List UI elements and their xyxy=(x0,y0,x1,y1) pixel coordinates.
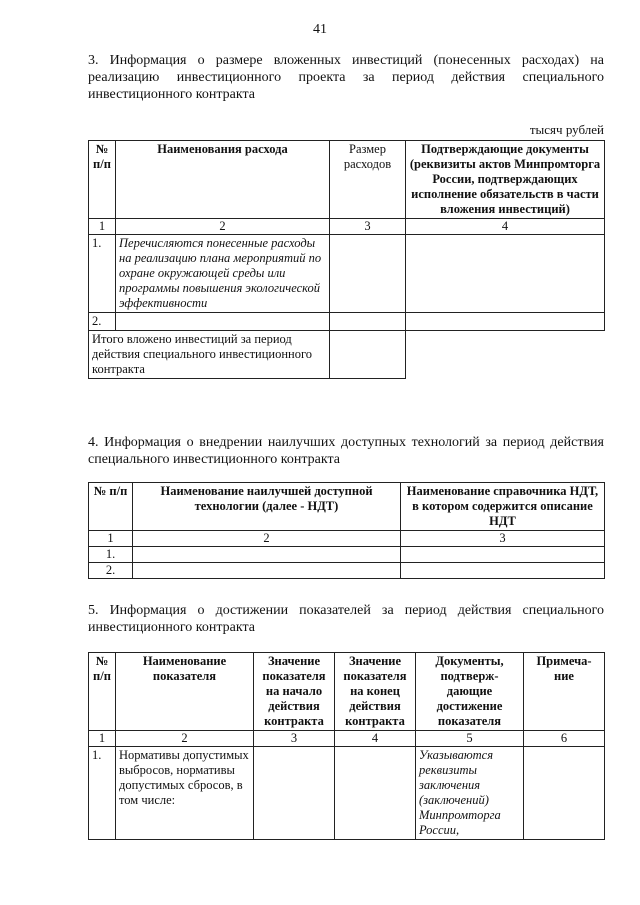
end-value xyxy=(335,747,416,840)
note xyxy=(524,747,605,840)
units-label: тысяч рублей xyxy=(529,122,604,137)
header-cell: № п/п xyxy=(89,483,133,531)
total-row xyxy=(89,331,605,379)
column-number: 1 xyxy=(89,531,133,547)
table-header-row xyxy=(89,483,605,531)
table-header-row xyxy=(89,141,605,219)
page-number: 41 xyxy=(313,22,327,37)
header-cell: Значение показателя на начало действия контракта xyxy=(254,653,335,731)
header-cell: Наименование справочника НДТ, в котором содержится описание НДТ xyxy=(401,483,605,531)
table-row xyxy=(89,313,605,331)
row-number: 1. xyxy=(89,547,133,563)
header-cell: Наименования расхода xyxy=(116,141,330,219)
column-number: 4 xyxy=(335,731,416,747)
column-number: 6 xyxy=(524,731,605,747)
header-cell: Наименование показателя xyxy=(116,653,254,731)
section-5-heading: 5. Информация о достижении показателей за период действия специального инвестиционного контракта xyxy=(88,603,604,635)
expense-name xyxy=(116,313,330,331)
column-number: 1 xyxy=(89,219,116,235)
technology-name xyxy=(133,547,401,563)
expense-amount xyxy=(330,313,406,331)
header-cell: Документы, подтверж-дающие достижение показателя xyxy=(416,653,524,731)
investments-table xyxy=(88,140,605,379)
column-number-row xyxy=(89,731,605,747)
section-4-heading: 4. Информация о внедрении наилучших доступных технологий за период действия специального инвестиционного контракта xyxy=(88,435,604,467)
table-row xyxy=(89,547,605,563)
column-number: 2 xyxy=(133,531,401,547)
column-number: 1 xyxy=(89,731,116,747)
table-header-row xyxy=(89,653,605,731)
row-number: 2. xyxy=(89,313,116,331)
header-cell: № п/п xyxy=(89,141,116,219)
technology-name xyxy=(133,563,401,579)
header-cell: Размер расходов xyxy=(330,141,406,219)
header-cell: Наименование наилучшей доступной технологии (далее - НДТ) xyxy=(133,483,401,531)
column-number: 4 xyxy=(406,219,605,235)
column-number: 5 xyxy=(416,731,524,747)
reference-name xyxy=(401,547,605,563)
indicators-table xyxy=(88,652,605,840)
header-cell: Примеча-ние xyxy=(524,653,605,731)
expense-documents xyxy=(406,313,605,331)
header-cell: Значение показателя на конец действия контракта xyxy=(335,653,416,731)
total-amount xyxy=(330,331,406,379)
column-number: 2 xyxy=(116,731,254,747)
table-row xyxy=(89,563,605,579)
expense-name: Перечисляются понесенные расходы на реализацию плана мероприятий по охране окружающей среды или программы повышения экологической эффективности xyxy=(116,235,330,313)
section-3-heading: 3. Информация о размере вложенных инвестиций (понесенных расходах) на реализацию инвестиционного проекта за период действия специального инвестиционного контракта xyxy=(88,53,604,102)
column-number: 3 xyxy=(254,731,335,747)
reference-name xyxy=(401,563,605,579)
table-row xyxy=(89,235,605,313)
technologies-table xyxy=(88,482,605,579)
column-number-row xyxy=(89,219,605,235)
confirming-documents: Указываются реквизиты заключения (заключений) Минпромторга России, xyxy=(416,747,524,840)
column-number: 2 xyxy=(116,219,330,235)
row-number: 2. xyxy=(89,563,133,579)
row-number: 1. xyxy=(89,747,116,840)
expense-documents xyxy=(406,235,605,313)
start-value xyxy=(254,747,335,840)
row-number: 1. xyxy=(89,235,116,313)
indicator-name: Нормативы допустимых выбросов, нормативы допустимых сбросов, в том числе: xyxy=(116,747,254,840)
column-number-row xyxy=(89,531,605,547)
column-number: 3 xyxy=(330,219,406,235)
expense-amount xyxy=(330,235,406,313)
table-row xyxy=(89,747,605,840)
column-number: 3 xyxy=(401,531,605,547)
header-cell: Подтверждающие документы (реквизиты актов Минпромторга России, подтверждающих исполнение обязательств в части вложения инвестиций) xyxy=(406,141,605,219)
total-label: Итого вложено инвестиций за период действия специального инвестиционного контракта xyxy=(89,331,330,379)
header-cell: № п/п xyxy=(89,653,116,731)
